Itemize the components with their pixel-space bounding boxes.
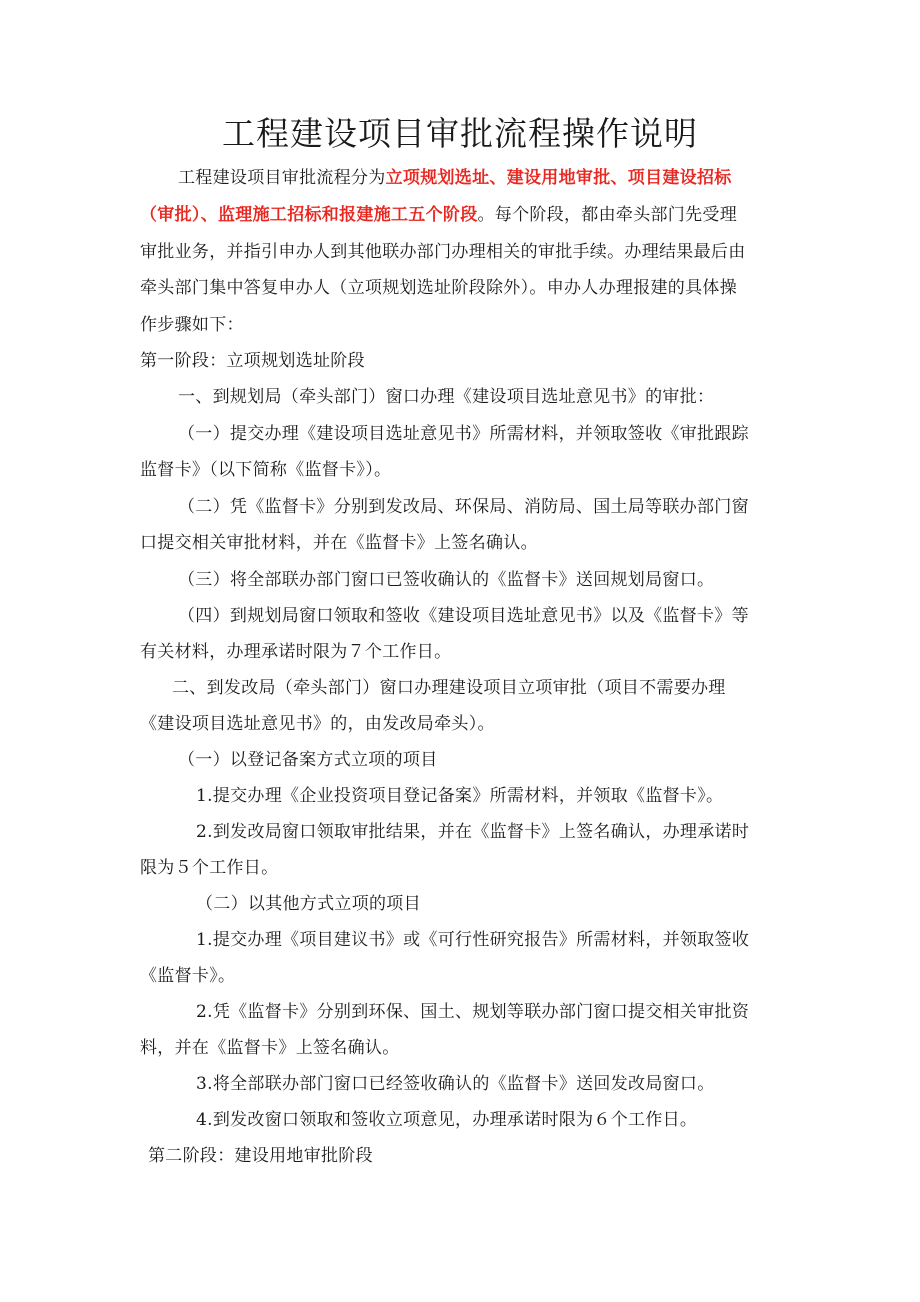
intro-line-2 [140,203,737,227]
section2-heading-line1: 二、到发改局（牵头部门）窗口办理建设项目立项审批（项目不需要办理 [172,678,726,698]
sub2-item1-line2: 《监督卡》。 [140,966,236,986]
section1-item2-line1: （二）凭《监督卡》分别到发改局、环保局、消防局、国土局等联办部门窗 [178,497,749,517]
section1-item2-line2: 口提交相关审批材料，并在《监督卡》上签名确认。 [140,533,538,553]
section2-heading-line2: 《建设项目选址意见书》的，由发改局牵头）。 [140,714,495,734]
section1-item3: （三）将全部联办部门窗口已签收确认的《监督卡》送回规划局窗口。 [178,570,715,590]
sub2-heading: （二）以其他方式立项的项目 [196,894,421,914]
stage-list-highlight: 立项规划选址、建设用地审批、项目建设招标 [385,168,732,188]
section1-item1-line1: （一）提交办理《建设项目选址意见书》所需材料，并领取签收《审批跟踪 [178,424,749,444]
section1-item4-line1: （四）到规划局窗口领取和签收《建设项目选址意见书》以及《监督卡》等 [178,606,749,626]
intro-text: 工程建设项目审批流程分为 [178,168,386,188]
stage-list-highlight: （审批）、监理施工招标和报建施工五个阶段 [140,205,478,225]
section1-heading: 一、到规划局（牵头部门）窗口办理《建设项目选址意见书》的审批： [178,387,715,407]
sub2-item3: 3.将全部联办部门窗口已经签收确认的《监督卡》送回发改局窗口。 [196,1074,715,1094]
sub2-item2-line1: 2.凭《监督卡》分别到环保、国土、规划等联办部门窗口提交相关审批资 [196,1002,750,1022]
section1-item4-line2: 有关材料，办理承诺时限为７个工作日。 [140,642,452,662]
sub1-heading: （一）以登记备案方式立项的项目 [178,750,438,770]
intro-line-3: 审批业务，并指引申办人到其他联办部门办理相关的审批手续。办理结果最后由 [140,242,746,262]
sub1-item1: 1.提交办理《企业投资项目登记备案》所需材料，并领取《监督卡》。 [196,786,724,806]
intro-text: 。每个阶段，都由牵头部门先受理 [477,205,737,225]
stage1-heading: 第一阶段：立项规划选址阶段 [140,351,365,371]
sub2-item2-line2: 料，并在《监督卡》上签名确认。 [140,1038,400,1058]
intro-line-5: 作步骤如下： [140,315,244,335]
intro-line-4: 牵头部门集中答复申办人（立项规划选址阶段除外）。申办人办理报建的具体操 [140,278,737,298]
sub1-item2-line2: 限为５个工作日。 [140,858,279,878]
document-title: 工程建设项目审批流程操作说明 [222,114,698,153]
sub1-item2-line1: 2.到发改局窗口领取审批结果，并在《监督卡》上签名确认，办理承诺时 [196,822,750,842]
intro-line-1 [178,166,732,190]
sub2-item4: 4.到发改窗口领取和签收立项意见，办理承诺时限为６个工作日。 [196,1110,698,1130]
section1-item1-line2: 监督卡》（以下简称《监督卡》）。 [140,460,392,480]
stage2-heading: 第二阶段：建设用地审批阶段 [148,1146,373,1166]
sub2-item1-line1: 1.提交办理《项目建议书》或《可行性研究报告》所需材料，并领取签收 [196,930,750,950]
